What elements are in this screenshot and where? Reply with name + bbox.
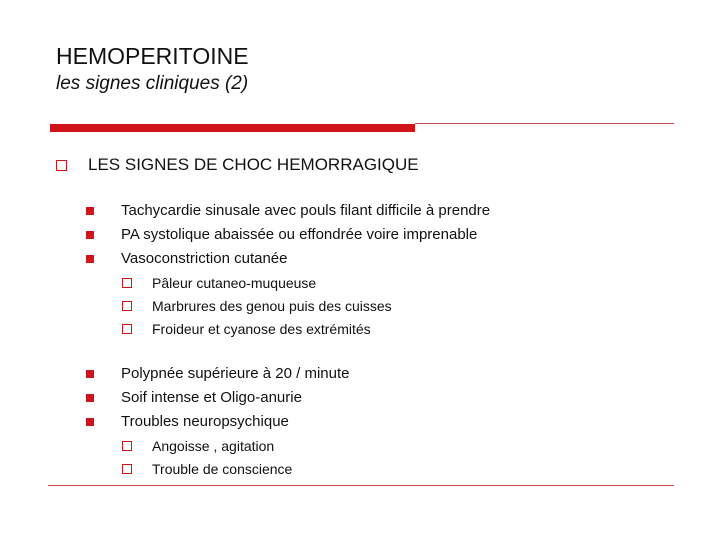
list-item [86, 249, 288, 269]
section-heading [56, 154, 419, 176]
filled-square-icon [86, 370, 94, 378]
sub-list-item-text: Froideur et cyanose des extrémités [152, 321, 371, 337]
sub-list-item [122, 436, 274, 456]
list-item-text: Vasoconstriction cutanée [121, 250, 288, 267]
filled-square-icon [86, 231, 94, 239]
list-item-text: PA systolique abaissée ou effondrée voire imprenable [121, 226, 478, 243]
filled-square-icon [86, 418, 94, 426]
sub-list-item-text: Trouble de conscience [152, 461, 293, 477]
filled-square-icon [86, 255, 94, 263]
filled-square-icon [86, 207, 94, 215]
section-heading-text: LES SIGNES DE CHOC HEMORRAGIQUE [88, 155, 419, 174]
sub-list-item-text: Angoisse , agitation [152, 438, 275, 454]
sub-list-item [122, 319, 371, 339]
sub-list-item-text: Marbrures des genou puis des cuisses [152, 298, 392, 314]
footer-divider-line [48, 485, 674, 486]
list-item [86, 388, 302, 408]
slide-title: HEMOPERITOINE [56, 43, 249, 69]
hollow-square-icon [122, 278, 132, 288]
hollow-square-icon [56, 160, 67, 171]
sub-list-item [122, 296, 392, 316]
slide-subtitle: les signes cliniques (2) [56, 73, 249, 94]
list-item-text: Polypnée supérieure à 20 / minute [121, 365, 350, 382]
hollow-square-icon [122, 324, 132, 334]
list-item [86, 364, 349, 384]
hollow-square-icon [122, 301, 132, 311]
filled-square-icon [86, 394, 94, 402]
sub-list-item [122, 273, 316, 293]
hollow-square-icon [122, 464, 132, 474]
list-item-text: Tachycardie sinusale avec pouls filant difficile à prendre [121, 202, 491, 219]
sub-list-item-text: Pâleur cutaneo-muqueuse [152, 275, 317, 291]
list-item [86, 201, 490, 221]
hollow-square-icon [122, 441, 132, 451]
title-divider-line [415, 123, 674, 124]
list-item-text: Troubles neuropsychique [121, 413, 289, 430]
list-item [86, 412, 289, 432]
sub-list-item [122, 459, 292, 479]
list-item-text: Soif intense et Oligo-anurie [121, 389, 302, 406]
title-accent-bar [50, 124, 415, 132]
list-item [86, 225, 477, 245]
